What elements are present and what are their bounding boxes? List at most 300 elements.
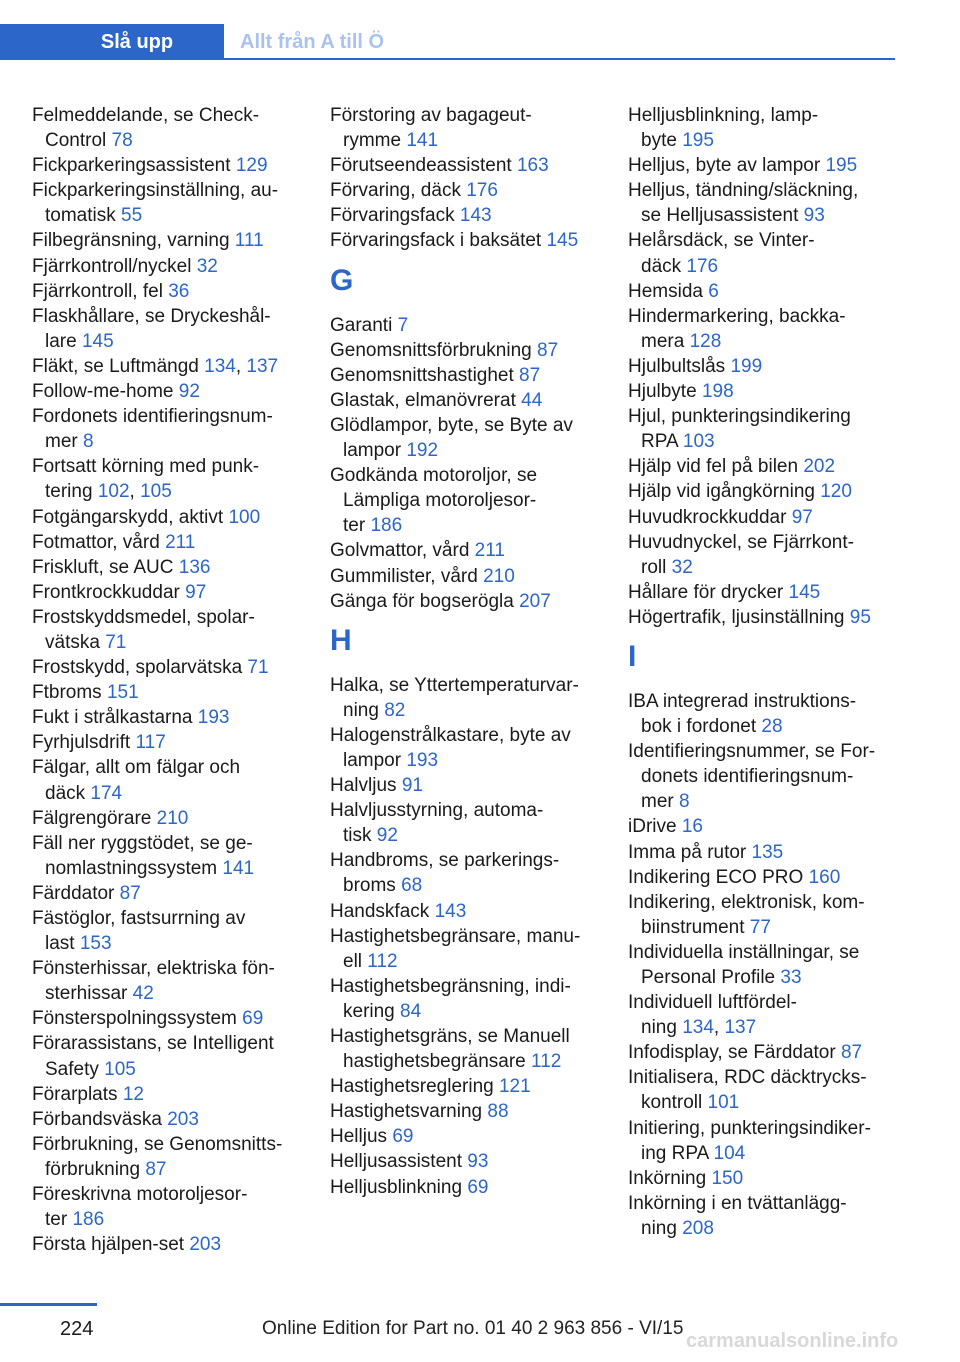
index-entry [32,1082,322,1107]
index-entry [32,806,322,831]
index-entry [32,680,322,705]
page-link[interactable]: 95 [849,606,871,628]
index-entry-text: Fjärrkontroll/nyckel 32 [32,255,218,277]
page-link[interactable]: 105 [140,481,172,503]
index-entry [32,1006,322,1031]
index-entry-continuation: ning 134, 137 [641,1017,757,1039]
page-link[interactable]: 160 [808,866,841,888]
index-entry-text: Huvudnyckel, se Fjärrkont- [628,531,854,553]
page-link[interactable]: 68 [401,875,423,897]
page-link[interactable]: 210 [483,565,515,587]
index-entry-continuation [330,128,605,153]
index-entry [628,1116,898,1166]
index-entry [32,605,322,655]
page-link[interactable]: 87 [145,1158,167,1180]
index-entry-text: Halvljus 91 [330,775,423,797]
index-entry [628,379,898,404]
index-entry-text: lampor [343,749,402,771]
page-link[interactable]: 150 [711,1167,744,1189]
index-entry-text: ning [343,699,379,721]
index-entry [330,363,605,388]
index-entry-text: Hemsida 6 [628,280,719,302]
page-link[interactable]: 105 [104,1058,136,1080]
index-entry-text: bok i fordonet [641,716,757,738]
index-entry-text: iDrive 16 [628,816,703,838]
index-entry-text: lare [45,330,77,352]
index-entry-text: se Helljusassistent [641,205,799,227]
page-link[interactable]: 8 [679,791,690,813]
index-entry-text: lampor [343,440,402,462]
page-link[interactable]: 102 [97,481,130,503]
page-link[interactable]: 128 [689,330,722,352]
index-entry-text: mer [45,431,78,453]
index-entry-text: roll [641,556,667,578]
page-link[interactable]: 36 [168,280,190,302]
index-entry [330,924,605,974]
index-entry-text: mer [641,791,674,813]
index-entry-text: Helljusblinkning, lamp- [628,105,819,126]
page-link[interactable]: 84 [400,1000,422,1022]
page-link[interactable]: 32 [196,255,218,277]
index-entry-text: Fälgrengörare 210 [32,807,189,829]
index-entry [32,254,322,279]
index-entry-continuation [330,1049,605,1074]
index-entry-text: ning [641,1217,677,1239]
index-entry-text: Halogenstrålkastare, byte av [330,724,571,746]
page-link[interactable]: 153 [79,933,112,955]
page-link[interactable]: 69 [467,1176,489,1198]
page-link[interactable]: 97 [791,506,813,528]
index-entry-continuation [32,781,322,806]
page-link[interactable]: 198 [701,381,734,403]
page-link[interactable]: 176 [466,180,498,202]
index-entry-text: Förvaring, däck 176 [330,180,498,202]
index-entry [628,605,898,630]
page-link[interactable]: 208 [682,1217,714,1239]
page-link[interactable]: 97 [185,581,207,603]
index-entry-text: Fotmattor, vård 211 [32,531,196,553]
page-link[interactable]: 87 [119,882,141,904]
index-entry-continuation [32,856,322,881]
page-link[interactable]: 100 [228,506,261,528]
index-entry-text: nomlastningssystem [45,857,218,879]
index-entry-text: Hindermarkering, backka- [628,305,846,327]
page-link[interactable]: 145 [546,230,579,252]
index-entry-text: Förvaringsfack i baksätet 145 [330,230,579,252]
page-link[interactable]: 117 [135,732,166,754]
section-letter-g: G [330,263,354,297]
index-entry-continuation [628,915,898,940]
index-entry [32,304,322,354]
index-entry-text: ter [45,1209,68,1231]
page-link[interactable]: 193 [197,707,230,729]
index-entry-text: Initialisera, RDC däcktrycks- [628,1067,867,1089]
index-entry-text: Inkörning i en tvättanlägg- [628,1192,847,1214]
index-entry [628,354,898,379]
index-entry-text: Hastighetsbegränsning, indi- [330,975,571,997]
index-entry-continuation [330,488,605,513]
index-entry [330,1124,605,1149]
page-link[interactable]: 69 [392,1126,414,1148]
index-entry-text: tomatisk [45,205,116,227]
index-entry-text: Helljusblinkning 69 [330,1176,489,1198]
page-link[interactable]: 141 [222,857,255,879]
index-entry-text: Hastighetsvarning 88 [330,1101,509,1123]
page-link[interactable]: 176 [686,255,719,277]
index-entry-continuation [330,513,605,538]
index-entry [628,479,898,504]
index-entry-text: Genomsnittshastighet 87 [330,364,541,386]
index-entry-text: Godkända motoroljor, se [330,465,538,487]
index-entry [628,178,898,228]
index-entry-text: Förvaringsfack 143 [330,205,492,227]
index-entry-text: Golvmattor, vård 211 [330,540,505,562]
index-entry [330,673,605,723]
index-entry-text: Färddator 87 [32,882,141,904]
index-entry [628,228,898,278]
index-entry [32,956,322,1006]
index-entry-text: Förarassistans, se Intelligent [32,1033,274,1055]
index-entry-text: Fickparkeringsassistent 129 [32,155,268,177]
index-entry [330,798,605,848]
index-entry-text: Follow-me-home 92 [32,381,200,403]
index-entry-text: Hållare för drycker 145 [628,581,821,603]
index-entry [628,739,898,814]
page-link[interactable]: 134 [682,1017,714,1039]
page-link[interactable]: 203 [189,1234,222,1256]
index-entry [32,555,322,580]
page-link[interactable]: 103 [682,431,715,453]
page-link[interactable]: 134 [204,355,236,377]
page-link[interactable]: 33 [780,967,802,988]
page-link[interactable]: 211 [165,531,196,553]
index-entry-text: Gänga för bogserögla 207 [330,590,551,612]
page-link[interactable]: 202 [803,456,836,478]
page-link[interactable]: 141 [406,130,439,152]
index-entry-continuation [32,429,322,454]
watermark: carmanualsonline.info [686,1330,899,1352]
index-entry-text: Genomsnittsförbrukning 87 [330,339,559,361]
index-entry [330,723,605,773]
index-entry-text: Hjälp vid fel på bilen 202 [628,456,836,478]
page-link[interactable]: 186 [72,1209,105,1231]
index-entry [32,881,322,906]
page-link[interactable]: 129 [235,155,268,177]
index-entry [32,730,322,755]
index-entry-text: Indikering, elektronisk, kom- [628,891,865,913]
index-entry [628,530,898,580]
page-link[interactable]: 16 [681,816,703,838]
page-number: 224 [60,1318,94,1340]
page-link[interactable]: 111 [234,230,264,252]
index-entry-text: kering [343,1000,395,1022]
index-entry-text: sterhissar [45,983,128,1005]
index-entry [330,773,605,798]
index-entry-continuation [628,1090,898,1115]
index-column-1 [32,103,322,1257]
page-link[interactable]: 121 [498,1076,531,1098]
index-entry-continuation [330,438,605,463]
index-entry-text: byte [641,130,677,152]
index-entry-text: biinstrument [641,916,745,938]
index-entry-text: rymme [343,130,402,152]
page-link[interactable]: 143 [459,205,492,227]
page-link[interactable]: 207 [519,590,551,612]
index-entry [32,530,322,555]
index-entry-text: Individuella inställningar, se [628,941,860,963]
page-link[interactable]: 145 [788,581,821,603]
index-entry-text: Filbegränsning, varning 111 [32,230,264,252]
page-link[interactable]: 42 [132,983,154,1005]
index-entry-text: däck [45,782,86,804]
index-entry-continuation [32,981,322,1006]
page-link[interactable]: 87 [840,1042,863,1064]
page-link[interactable]: 87 [537,339,559,361]
index-entry [32,1232,322,1257]
index-entry-text: Halvljusstyrning, automa- [330,800,544,822]
page-link[interactable]: 199 [730,355,763,377]
page-link[interactable]: 112 [531,1051,562,1073]
index-entry [330,228,605,253]
page-link[interactable]: 92 [178,381,200,403]
index-entry [330,153,605,178]
index-entry-continuation [330,999,605,1024]
page-link[interactable]: 195 [682,130,714,152]
index-entry-text: Fälgar, allt om fälgar och [32,757,241,779]
index-entry-continuation [628,965,898,990]
page-link[interactable]: 78 [111,130,133,152]
page-link[interactable]: 104 [713,1142,746,1164]
index-entry [628,840,898,865]
index-entry [32,354,322,379]
index-entry-continuation [628,128,898,153]
index-entry-text: Fotgängarskydd, aktivt 100 [32,506,261,528]
index-entry [628,940,898,990]
index-entry-text: Fönsterspolningssystem 69 [32,1008,264,1030]
page-link[interactable]: 210 [156,807,189,829]
index-entry [330,564,605,589]
index-entry-text: RPA [641,431,678,453]
page-link[interactable]: 82 [384,699,406,721]
page-link[interactable]: 211 [474,540,505,562]
index-entry-continuation [330,873,605,898]
index-entry-text: Förstoring av bagageut- [330,105,532,126]
index-entry [628,1166,898,1191]
index-entry-text: Control [45,130,107,152]
index-entry-text: mera [641,330,685,352]
index-entry-text: Friskluft, se AUC 136 [32,556,211,578]
index-entry-continuation [628,329,898,354]
index-entry-text: Gummilister, vård 210 [330,565,515,587]
page-link[interactable]: 77 [749,916,771,938]
index-entry-text: tisk [343,825,372,847]
index-entry [628,814,898,839]
page-link[interactable]: 137 [724,1017,757,1039]
page-link[interactable]: 151 [106,682,139,704]
index-entry-text: Lämpliga motoroljesor- [343,490,537,512]
index-entry [628,990,898,1040]
index-entry-continuation [628,203,898,228]
index-entry-continuation [32,329,322,354]
index-entry-text: Fönsterhissar, elektriska fön- [32,958,275,980]
tab-lookup-label: Slå upp [100,31,174,53]
index-entry-text: Personal Profile [641,967,776,988]
index-entry [330,103,605,153]
index-entry-text: Fukt i strålkastarna 193 [32,707,230,729]
page-link[interactable]: 112 [367,950,398,972]
index-entry [330,589,605,614]
page-link[interactable]: 87 [519,364,541,386]
page-link[interactable]: 8 [83,431,94,453]
index-entry-text: Helljus 69 [330,1126,414,1148]
page-link[interactable]: 145 [81,330,114,352]
index-entry-continuation [32,1207,322,1232]
index-entry [628,505,898,530]
page-link[interactable]: 93 [467,1151,489,1173]
page-link[interactable]: 195 [825,155,858,177]
index-entry [32,906,322,956]
index-entry-text: Handbroms, se parkerings- [330,850,560,872]
section-letter-h: H [330,623,352,657]
index-entry [628,1065,898,1115]
page-link[interactable]: 32 [671,556,693,578]
index-entry-text: Fickparkeringsinställning, au- [32,180,279,202]
index-entry [330,1175,605,1200]
index-entry [628,404,898,454]
index-entry [330,1099,605,1124]
index-entry-continuation [628,429,898,454]
index-entry [32,454,322,504]
page-link[interactable]: 88 [487,1101,509,1123]
edition-note: Online Edition for Part no. 01 40 2 963 856 - VI/15 [262,1318,684,1339]
header-tabbar [0,24,895,60]
index-entry-text: ing RPA [641,1142,709,1164]
index-entry-text: Fläkt, se Luftmängd 134, 137 [32,355,279,377]
index-entry-text: Felmeddelande, se Check- [32,105,260,126]
index-entry-continuation: tering 102, 105 [45,481,172,503]
index-entry [32,655,322,680]
index-entry-text: Helljus, byte av lampor 195 [628,155,858,177]
index-entry-text: Hastighetsbegränsare, manu- [330,925,581,947]
page-link[interactable]: 192 [406,440,439,462]
index-entry-continuation [32,1057,322,1082]
index-entry [330,974,605,1024]
page-link[interactable]: 203 [167,1108,199,1130]
index-entry [330,388,605,413]
index-entry-text: Helljusassistent 93 [330,1151,489,1173]
index-entry [32,1132,322,1182]
page-link[interactable]: 101 [707,1092,740,1114]
page-link[interactable]: 186 [370,515,403,537]
page-link[interactable]: 69 [242,1008,264,1030]
index-entry [330,178,605,203]
index-entry-text: däck [641,255,682,277]
index-entry-text: Fäll ner ryggstödet, se ge- [32,832,253,854]
index-entry-continuation [628,254,898,279]
index-entry-text: Glastak, elmanövrerat 44 [330,389,543,411]
page-link[interactable]: 71 [105,631,127,653]
page-link[interactable]: 12 [122,1083,144,1105]
index-entry-text: Handskfack 143 [330,900,467,922]
index-entry-text: Hjälp vid igångkörning 120 [628,481,852,503]
index-entry-text: Ftbroms 151 [32,682,139,704]
index-entry [32,379,322,404]
page-link[interactable]: 143 [434,900,467,922]
index-entry-text: kontroll [641,1092,703,1114]
page-link[interactable]: 163 [516,155,549,177]
page-link[interactable]: 135 [751,841,784,863]
index-entry [330,338,605,363]
page-link[interactable]: 55 [121,205,143,227]
index-entry-text: Individuell luftfördel- [628,992,797,1014]
index-entry-continuation [330,949,605,974]
index-entry [628,279,898,304]
page-link[interactable]: 7 [397,314,409,336]
index-entry [330,203,605,228]
footer-rule [0,1303,97,1306]
index-entry-text: Frontkrockkuddar 97 [32,581,207,603]
index-entry [32,1107,322,1132]
index-entry [32,580,322,605]
page-link[interactable]: 28 [761,716,783,738]
index-entry [330,1074,605,1099]
page-link[interactable]: 174 [90,782,123,804]
index-entry [32,404,322,454]
index-entry [628,580,898,605]
index-entry [628,1040,898,1065]
tab-lookup[interactable] [0,24,224,60]
page-link[interactable]: 193 [406,749,439,771]
page-link[interactable]: 44 [521,389,543,411]
index-entry [32,505,322,530]
index-entry-text: Initiering, punkteringsindiker- [628,1117,871,1139]
page-link[interactable]: 92 [376,825,398,847]
page-link[interactable]: 91 [401,775,423,797]
index-entry-text: Helljus, tändning/släckning, [628,180,859,202]
index-entry-text: Hjulbyte 198 [628,381,734,403]
index-entry [330,899,605,924]
index-entry-text: Huvudkrockkuddar 97 [628,506,813,528]
index-entry-continuation [32,128,322,153]
index-entry [628,454,898,479]
index-entry-continuation [330,698,605,723]
index-entry-text: Identifieringsnummer, se For- [628,741,876,763]
index-entry-text: Fästöglor, fastsurrning av [32,908,246,929]
index-entry [330,313,605,338]
index-entry-text: Garanti 7 [330,314,409,336]
index-entry-text: Indikering ECO PRO 160 [628,866,841,888]
page-link[interactable]: 93 [803,205,825,227]
page-link[interactable]: 71 [247,657,269,679]
index-entry [330,463,605,538]
index-entry-text: Förbrukning, se Genomsnitts- [32,1133,283,1155]
index-entry-text: Förarplats 12 [32,1083,144,1105]
tab-a-to-z[interactable]: Allt från A till Ö [240,31,385,53]
index-entry-text: Glödlampor, byte, se Byte av [330,414,573,436]
index-entry [628,304,898,354]
page-link[interactable]: 6 [708,280,719,302]
page-link[interactable]: 120 [820,481,852,503]
index-entry [330,538,605,563]
page-link[interactable]: 136 [178,556,211,578]
index-entry-text: Flaskhållare, se Dryckeshål- [32,305,271,327]
index-entry-continuation [628,1141,898,1166]
index-entry-text: ning [641,1017,677,1039]
index-entry-text: Hastighetsgräns, se Manuell [330,1026,570,1047]
index-entry-text: hastighetsbegränsare [343,1051,526,1073]
index-entry-continuation [330,823,605,848]
page-link[interactable]: 137 [246,355,279,377]
